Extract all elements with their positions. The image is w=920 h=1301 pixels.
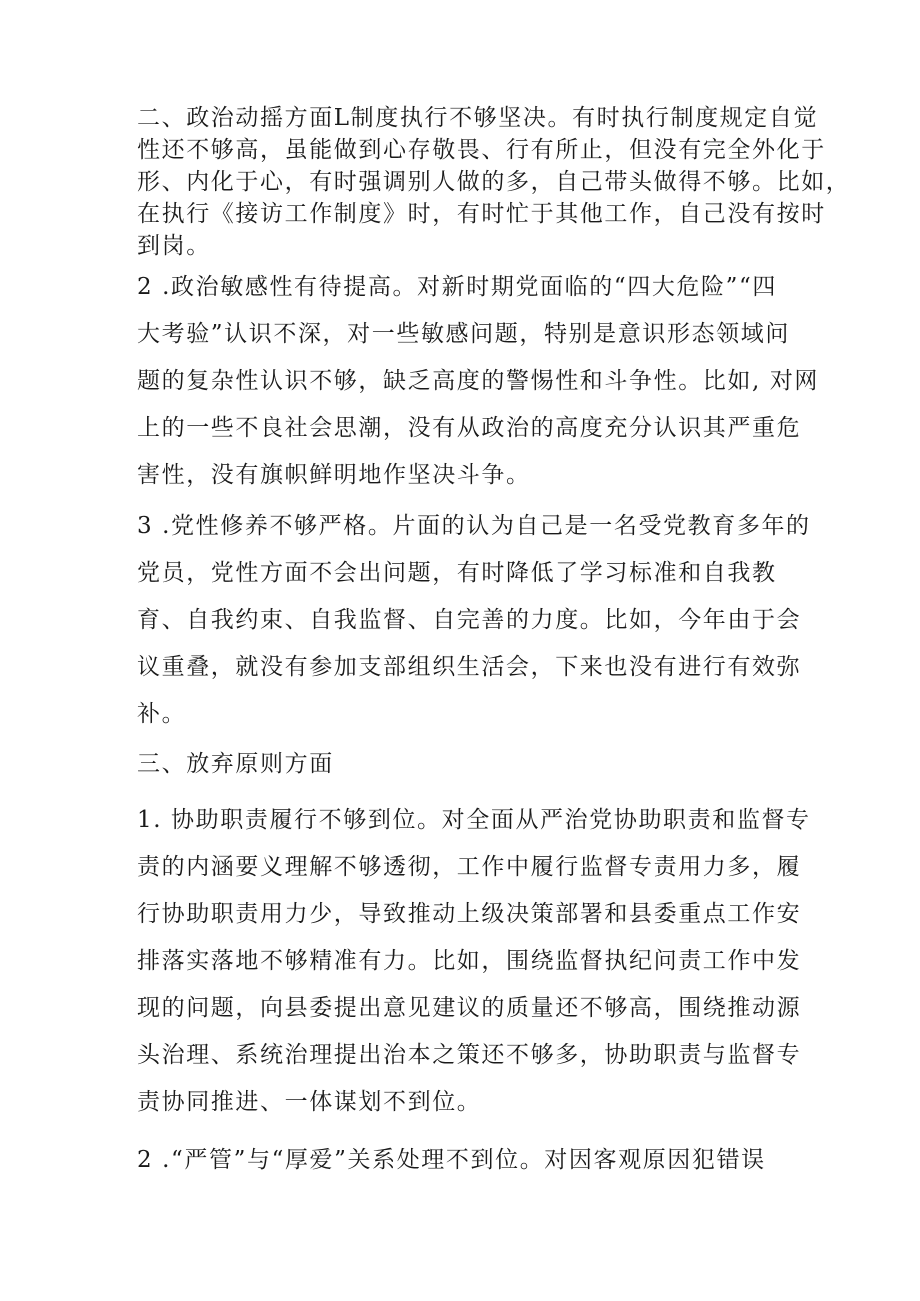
text-line: 到岗。 <box>137 233 211 259</box>
text-line: 育、自我约束、自我监督、自完善的力度。比如，今年由于会 <box>137 607 802 633</box>
text-line: 行协助职责用力少，导致推动上级决策部署和县委重点工作安 <box>137 901 802 927</box>
text-line: 3 .党性修养不够严格。片面的认为自己是一名受党教育多年的 <box>137 513 811 539</box>
text-line: 2 .“严管”与“厚爱”关系处理不到位。对因客观原因犯错误 <box>137 1147 766 1173</box>
text-line: 题的复杂性认识不够，缺乏高度的警惕性和斗争性。比如, 对网 <box>137 368 820 394</box>
text-line: 形、内化于心，有时强调别人做的多，自己带头做得不够。比如， <box>137 169 851 195</box>
text-line: 党员，党性方面不会出问题，有时降低了学习标准和自我教 <box>137 560 777 586</box>
paragraph-political-sensitivity <box>137 264 820 499</box>
paragraph-assist-duty <box>137 797 811 1126</box>
text-line: 害性，没有旗帜鲜明地作坚决斗争。 <box>137 462 531 488</box>
text-line: 补。 <box>137 701 187 727</box>
text-line: 二、政治动摇方面L制度执行不够坚决。有时执行制度规定自觉 <box>137 105 819 131</box>
section-heading: 三、放弃原则方面 <box>137 751 334 777</box>
text-line: 1. 协助职责履行不够到位。对全面从严治党协助职责和监督专 <box>137 807 811 833</box>
text-line: 上的一些不良社会思潮，没有从政治的高度充分认识其严重危 <box>137 415 802 441</box>
text-line: 责协同推进、一体谋划不到位。 <box>137 1089 482 1115</box>
paragraph-strict-and-care <box>137 1137 797 1184</box>
text-line: 现的问题，向县委提出意见建议的质量还不够高，围绕推动源 <box>137 995 802 1021</box>
section-heading-principles <box>137 741 797 788</box>
paragraph-political-waver <box>137 102 851 262</box>
text-line: 2 .政治敏感性有待提高。对新时期党面临的“四大危险”“四 <box>137 274 777 300</box>
text-line: 责的内涵要义理解不够透彻，工作中履行监督专责用力多，履 <box>137 854 802 880</box>
text-line: 头治理、系统治理提出治本之策还不够多，协助职责与监督专 <box>137 1042 802 1068</box>
text-line: 大考验”认识不深，对一些敏感问题，特别是意识形态领域问 <box>137 321 790 347</box>
text-line: 在执行《接访工作制度》时，有时忙于其他工作，自己没有按时 <box>137 201 826 227</box>
text-line: 议重叠，就没有参加支部组织生活会，下来也没有进行有效弥 <box>137 654 802 680</box>
paragraph-party-cultivation <box>137 503 811 738</box>
text-line: 排落实落地不够精准有力。比如，围绕监督执纪问责工作中发 <box>137 948 802 974</box>
text-line: 性还不够高，虽能做到心存敬畏、行有所止，但没有完全外化于 <box>137 137 826 163</box>
